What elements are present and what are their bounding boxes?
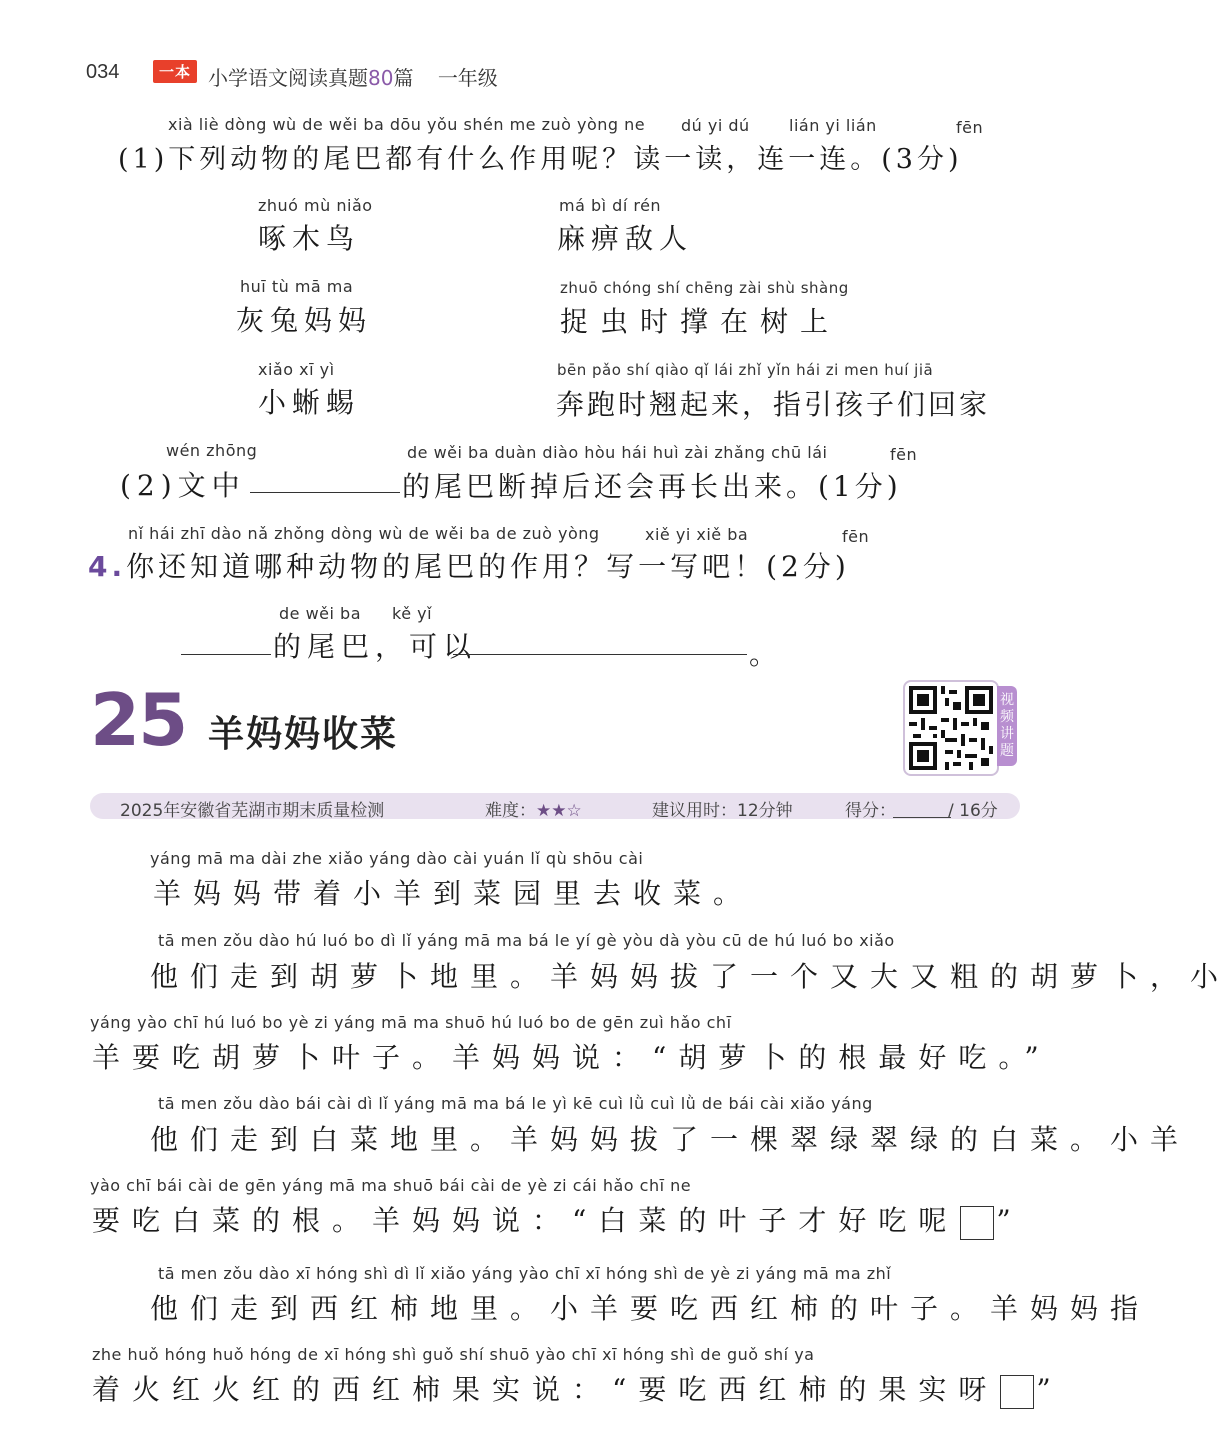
- q4-animal-blank[interactable]: [181, 654, 271, 655]
- q4-pinyin-a: nǐ hái zhī dào nǎ zhǒng dòng wù de wěi ba de zuò yòng: [128, 524, 600, 543]
- passage-line-7-close: ”: [1036, 1373, 1063, 1406]
- punctuation-box-2[interactable]: [1000, 1375, 1034, 1409]
- q4-answer-pinyin-a: de wěi ba: [279, 604, 362, 623]
- punctuation-box-1[interactable]: [960, 1206, 994, 1240]
- passage-line-7-pinyin: zhe huǒ hóng huǒ hóng de xī hóng shì guǒ shí shuō yào chī xī hóng shì de guǒ shí ya: [92, 1345, 815, 1364]
- passage-line-5-text: 要吃白菜的根。羊妈妈说：“白菜的叶子才好吃呢: [92, 1204, 959, 1237]
- passage-line-5: [92, 1199, 1023, 1240]
- passage-line-4: 他们走到白菜地里。羊妈妈拔了一棵翠绿翠绿的白菜。小羊: [150, 1123, 1191, 1156]
- q4-text: 你还知道哪种动物的尾巴的作用？写一写吧！(2分): [126, 550, 850, 583]
- q4-answer-text: 的尾巴，可以: [273, 630, 478, 663]
- q4-pinyin-c: fēn: [842, 527, 870, 546]
- passage-line-4-pinyin: tā men zǒu dào bái cài dì lǐ yáng mā ma bá le yì kē cuì lǜ cuì lǜ de bái cài xiǎo yáng: [158, 1094, 873, 1113]
- info-score-total: / 16分: [948, 801, 998, 821]
- match-right-1[interactable]: 麻痹敌人: [557, 222, 694, 255]
- info-source: 2025年安徽省芜湖市期末质量检测: [120, 801, 385, 821]
- book-title: [208, 62, 498, 91]
- passage-line-2: 他们走到胡萝卜地里。羊妈妈拔了一个又大又粗的胡萝卜，小: [150, 960, 1230, 993]
- lesson-title: 羊妈妈收菜: [208, 714, 399, 755]
- q1-pinyin-d: fēn: [956, 118, 984, 137]
- q4-use-blank[interactable]: [453, 654, 747, 655]
- passage-line-7: [92, 1368, 1063, 1409]
- book-title-pre: 小学语文阅读真题: [208, 66, 368, 90]
- difficulty-stars: ★★☆: [536, 801, 582, 821]
- book-title-num: 80: [368, 66, 394, 90]
- info-difficulty: [485, 796, 582, 821]
- passage-line-5-close: ”: [996, 1204, 1023, 1237]
- q1-pinyin-a: xià liè dòng wù de wěi ba dōu yǒu shén me zuò yòng ne: [168, 115, 646, 134]
- match-left-1[interactable]: 啄木鸟: [258, 222, 361, 255]
- passage-line-7-text: 着火红火红的西红柿果实说：“要吃西红柿的果实呀: [92, 1373, 999, 1406]
- passage-line-3-pinyin: yáng yào chī hú luó bo yè zi yáng mā ma shuō hú luó bo de gēn zuì hǎo chī: [90, 1013, 732, 1032]
- q2-answer-blank[interactable]: [250, 492, 400, 493]
- grade-label: 一年级: [437, 66, 498, 90]
- qr-code-icon: [909, 686, 993, 770]
- lesson-number: 25: [90, 678, 187, 762]
- brand-logo: 一本: [153, 60, 197, 83]
- q4-question: [88, 545, 850, 585]
- passage-line-1: 羊妈妈带着小羊到菜园里去收菜。: [153, 877, 754, 910]
- match-left-3[interactable]: 小蜥蜴: [258, 386, 361, 419]
- info-score-label: 得分：: [845, 801, 896, 821]
- book-title-post: 篇: [393, 66, 414, 90]
- match-right-3[interactable]: 奔跑时翘起来，指引孩子们回家: [556, 388, 991, 421]
- q2-text-b: 的尾巴断掉后还会再长出来。(1分): [402, 470, 902, 503]
- passage-line-5-pinyin: yào chī bái cài de gēn yáng mā ma shuō bái cài de yè zi cái hǎo chī ne: [90, 1176, 692, 1195]
- difficulty-label: 难度：: [485, 801, 536, 821]
- match-right-3-pinyin: bēn pǎo shí qiào qǐ lái zhǐ yǐn hái zi men huí jiā: [557, 361, 934, 379]
- q1-pinyin-c: lián yi lián: [789, 116, 877, 135]
- q4-answer-pinyin-b: kě yǐ: [392, 604, 433, 623]
- q2-pinyin-c: fēn: [890, 445, 918, 464]
- passage-line-6-pinyin: tā men zǒu dào xī hóng shì dì lǐ xiǎo yáng yào chī xī hóng shì de yè zi yáng mā ma zhǐ: [158, 1264, 892, 1283]
- match-left-2[interactable]: 灰兔妈妈: [236, 304, 373, 337]
- passage-line-2-pinyin: tā men zǒu dào hú luó bo dì lǐ yáng mā ma bá le yí gè yòu dà yòu cū de hú luó bo xiǎo: [158, 931, 895, 950]
- q2-text-a: (2)文中: [120, 469, 246, 502]
- passage-line-1-pinyin: yáng mā ma dài zhe xiǎo yáng dào cài yuán lǐ qù shōu cài: [150, 849, 644, 868]
- score-blank[interactable]: [893, 817, 951, 818]
- q2-pinyin-b: de wěi ba duàn diào hòu hái huì zài zhǎng chū lái: [407, 443, 828, 462]
- match-right-1-pinyin: má bì dí rén: [559, 196, 662, 215]
- qr-video-tag: 视频讲题: [997, 686, 1017, 766]
- passage-line-6: 他们走到西红柿地里。小羊要吃西红柿的叶子。羊妈妈指: [150, 1292, 1151, 1325]
- match-left-1-pinyin: zhuó mù niǎo: [258, 196, 373, 215]
- q4-number: 4.: [88, 550, 127, 583]
- match-left-2-pinyin: huī tù mā ma: [240, 277, 354, 296]
- q4-answer-end: 。: [749, 638, 784, 671]
- info-time: 建议用时：12分钟: [652, 801, 793, 821]
- q2-pinyin-a: wén zhōng: [166, 441, 258, 460]
- match-right-2-pinyin: zhuō chóng shí chēng zài shù shàng: [560, 279, 849, 297]
- passage-line-3: 羊要吃胡萝卜叶子。羊妈妈说：“胡萝卜的根最好吃。”: [92, 1041, 1051, 1074]
- q1-pinyin-b: dú yi dú: [681, 116, 750, 135]
- match-right-2[interactable]: 捉虫时撑在树上: [560, 305, 841, 338]
- page-number: 034: [86, 61, 120, 83]
- match-left-3-pinyin: xiǎo xī yì: [258, 360, 335, 379]
- q4-pinyin-b: xiě yi xiě ba: [645, 525, 749, 544]
- q1-text: (1)下列动物的尾巴都有什么作用呢？读一读，连一连。(3分): [118, 144, 963, 175]
- qr-code[interactable]: [903, 680, 999, 776]
